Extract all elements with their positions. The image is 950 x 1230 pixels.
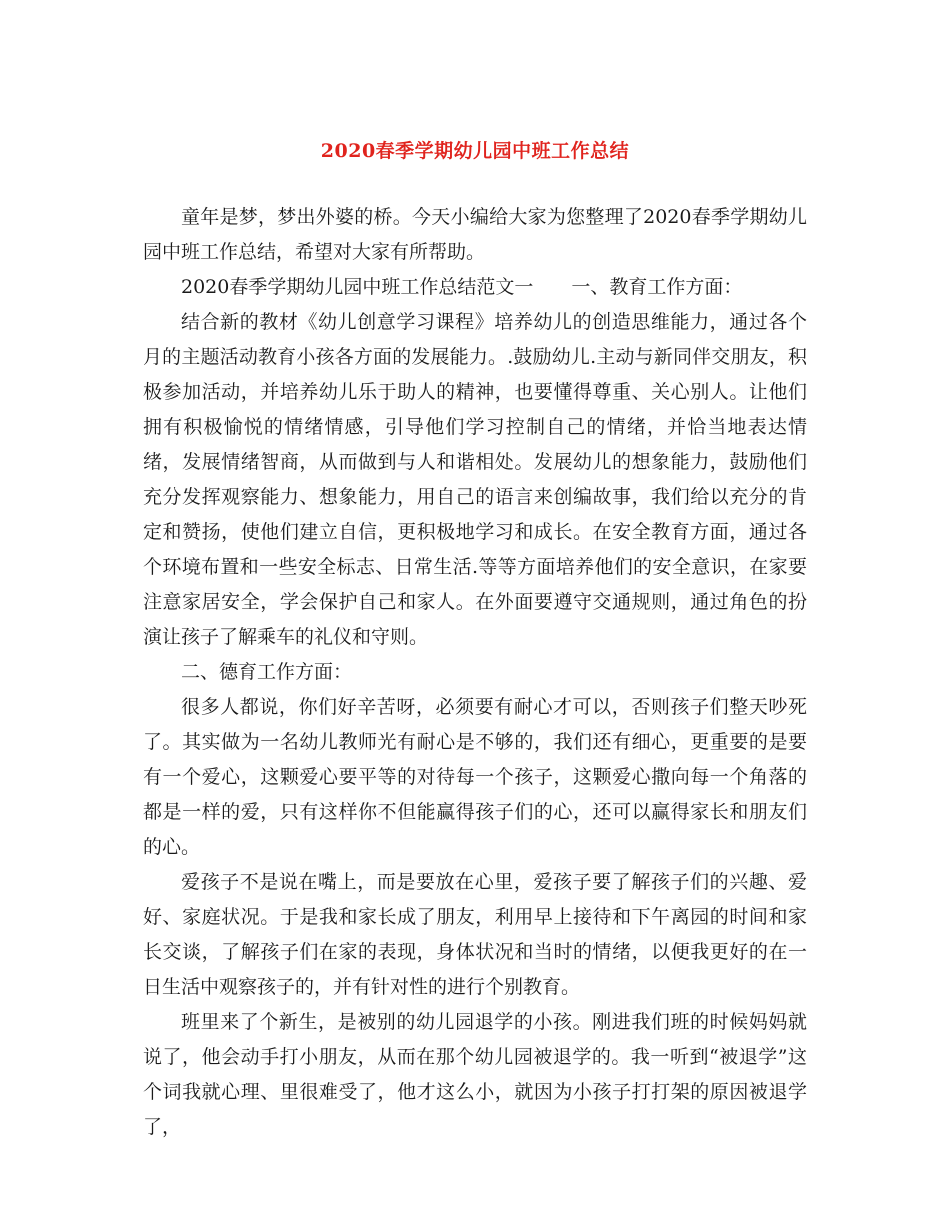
document-title: 2020春季学期幼儿园中班工作总结: [320, 140, 630, 162]
intro-paragraph: 童年是梦，梦出外婆的桥。今天小编给大家为您整理了2020春季学期幼儿园中班工作总结，希望对大家有所帮助。: [143, 206, 807, 263]
sample-heading-line: [143, 270, 807, 305]
moral-paragraph-2: 爱孩子不是说在嘴上，而是要放在心里，爱孩子要了解孩子们的兴趣、爱好、家庭状况。于是我和家长成了朋友，利用早上接待和下午离园的时间和家长交谈，了解孩子们在家的表现，身体状况和当时的情绪，以便我更好的在一日生活中观察孩子的，并有针对性的进行个别教育。: [143, 871, 807, 998]
moral-paragraph-3: 班里来了个新生，是被别的幼儿园退学的小孩。刚进我们班的时候妈妈就说了，他会动手打小朋友，从而在那个幼儿园被退学的。我一听到“被退学”这个词我就心理、里很难受了，他才这么小，就因为小孩子打打架的原因被退学了，: [143, 1011, 807, 1138]
section-heading-moral: 二、德育工作方面：: [181, 661, 353, 683]
moral-paragraph-1: 很多人都说，你们好辛苦呀，必须要有耐心才可以，否则孩子们整天吵死了。其实做为一名幼儿教师光有耐心是不够的，我们还有细心，更重要的是要有一个爱心，这颗爱心要平等的对待每一个孩子，这颗爱心撒向每一个角落的都是一样的爱，只有这样你不但能赢得孩子们的心，还可以赢得家长和朋友们的心。: [143, 696, 807, 858]
education-paragraph: 结合新的教材《幼儿创意学习课程》培养幼儿的创造思维能力，通过各个月的主题活动教育小孩各方面的发展能力。.鼓励幼儿.主动与新同伴交朋友，积极参加活动，并培养幼儿乐于助人的精神，也要懂得尊重、关心别人。让他们拥有积极愉悦的情绪情感，引导他们学习控制自己的情绪，并恰当地表达情绪，发展情绪智商，从而做到与人和谐相处。发展幼儿的想象能力，鼓励他们充分发挥观察能力、想象能力，用自己的语言来创编故事，我们给以充分的肯定和赞扬，使他们建立自信，更积极地学习和成长。在安全教育方面，通过各个环境布置和一些安全标志、日常生活.等等方面培养他们的安全意识，在家要注意家居安全，学会保护自己和家人。在外面要遵守交通规则，通过角色的扮演让孩子了解乘车的礼仪和守则。: [143, 311, 807, 648]
sample-heading: 2020春季学期幼儿园中班工作总结范文一: [181, 276, 534, 298]
section-heading-education: 一、教育工作方面：: [571, 276, 743, 298]
document-body: [143, 200, 807, 1145]
